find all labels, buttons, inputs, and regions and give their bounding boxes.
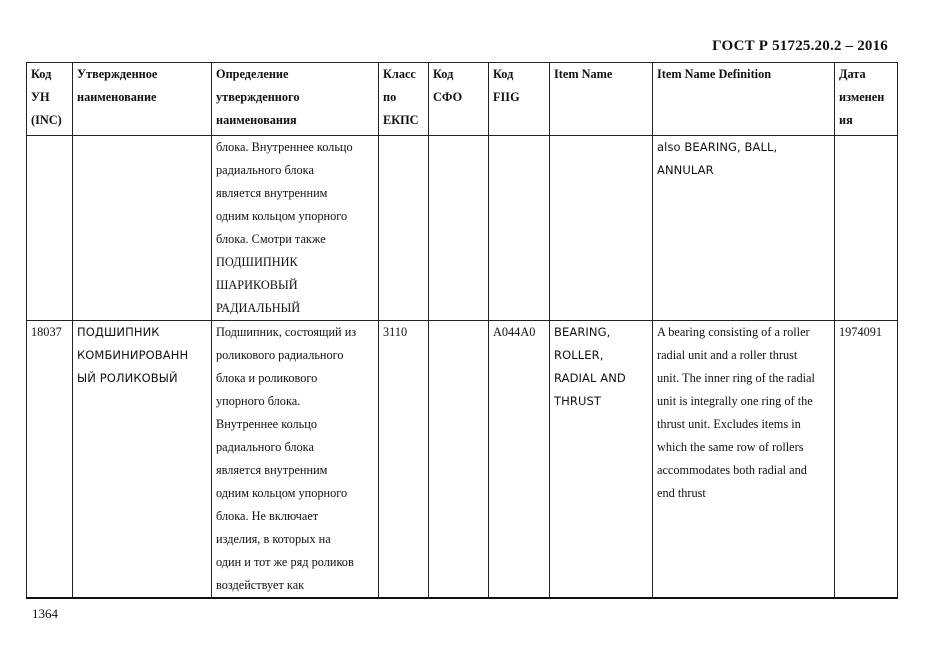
classifier-table (26, 62, 898, 599)
column-header-sfo: Код СФО (429, 63, 489, 136)
header-row (27, 63, 898, 136)
cell-approved-name (73, 136, 212, 321)
cell-item-definition: also BEARING, BALL, ANNULAR (653, 136, 835, 321)
column-header-item-name: Item Name (550, 63, 653, 136)
table-header (27, 63, 898, 136)
page-number: 1364 (32, 606, 58, 621)
cell-item-name: BEARING, ROLLER, RADIAL AND THRUST (550, 321, 653, 599)
cell-date: 1974091 (835, 321, 898, 599)
column-header-date: Дата изменен ия (835, 63, 898, 136)
table-row (27, 321, 898, 599)
cell-sfo (429, 136, 489, 321)
column-header-item-definition: Item Name Definition (653, 63, 835, 136)
cell-sfo (429, 321, 489, 599)
cell-class (379, 136, 429, 321)
column-header-approved-name: Утвержденное наименование (73, 63, 212, 136)
cell-definition: блока. Внутреннее кольцо радиального блока является внутренним одним кольцом упорного блока. Смотри также ПОДШИПНИК ШАРИКОВЫЙ РАДИАЛЬНЫЙ (212, 136, 379, 321)
column-header-inc: Код УН (INC) (27, 63, 73, 136)
cell-inc (27, 136, 73, 321)
cell-item-name (550, 136, 653, 321)
column-header-definition: Определение утвержденного наименования (212, 63, 379, 136)
cell-class: 3110 (379, 321, 429, 599)
cell-approved-name: ПОДШИПНИК КОМБИНИРОВАНН ЫЙ РОЛИКОВЫЙ (73, 321, 212, 599)
column-header-class: Класс по ЕКПС (379, 63, 429, 136)
cell-date (835, 136, 898, 321)
cell-item-definition: A bearing consisting of a roller radial unit and a roller thrust unit. The inner ring of the radial unit is integrally one ring of the thrust unit. Excludes items in which the same row of rollers accommodates both radial and end thrust (653, 321, 835, 599)
cell-definition: Подшипник, состоящий из роликового радиального блока и роликового упорного блока. Внутреннее кольцо радиального блока является внутренним одним кольцом упорного блока. Не включает изделия, в которых на один и тот же ряд роликов воздействует как (212, 321, 379, 599)
cell-fiig (489, 136, 550, 321)
cell-inc: 18037 (27, 321, 73, 599)
table-row (27, 136, 898, 321)
cell-fiig: A044A0 (489, 321, 550, 599)
column-header-fiig: Код FIIG (489, 63, 550, 136)
document-standard-header: ГОСТ Р 51725.20.2 – 2016 (712, 38, 888, 54)
